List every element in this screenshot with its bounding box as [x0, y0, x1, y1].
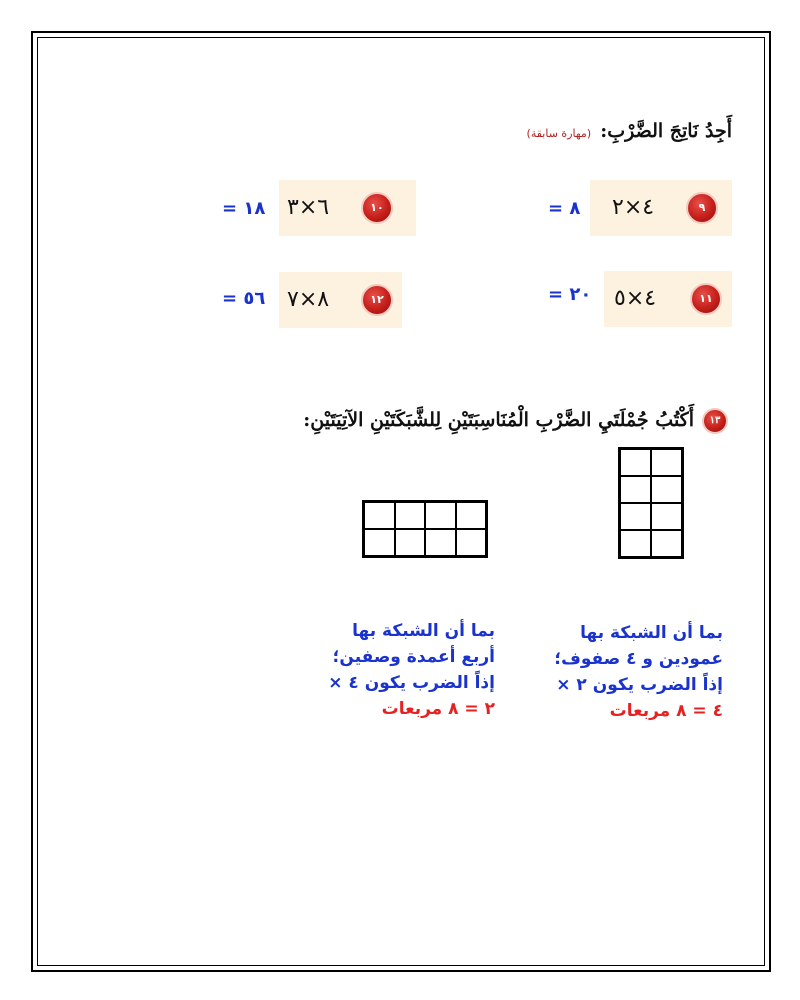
question-13-number-badge: ١٣: [702, 408, 728, 434]
grid-cell: [651, 530, 682, 557]
problem-10-box: [279, 180, 416, 236]
explanation-left-line-3: إذاً الضرب يكون ٤ ×: [328, 673, 495, 693]
problem-9-number-badge: ٩: [686, 192, 718, 224]
problem-12-box: [279, 272, 402, 328]
section-header: [527, 120, 732, 142]
problem-10-answer: ١٨ =: [222, 198, 266, 219]
grid-2-columns-4-rows: [618, 447, 684, 559]
problem-11-box: [604, 271, 732, 327]
problem-12-number-badge: ١٢: [361, 284, 393, 316]
problem-12-answer: ٥٦ =: [222, 288, 266, 309]
explanation-right-line-3: إذاً الضرب يكون ٢ ×: [556, 675, 723, 695]
grid-cell: [395, 502, 426, 529]
problem-11-expression: ٤×٥: [614, 286, 657, 311]
explanation-right-line-2: عمودين و ٤ صفوف؛: [554, 649, 723, 669]
explanation-left-result: ٢ = ٨ مربعات: [381, 699, 495, 719]
problem-9-expression: ٤×٢: [612, 195, 655, 220]
grid-cell: [651, 449, 682, 476]
grid-cell: [620, 476, 651, 503]
question-13-text: أَكْتُبُ جُمْلَتَيِ الضَّرْبِ الْمُنَاسِبَتَيْنِ لِلشَّبَكَتَيْنِ الآتِيَتَيْنِ:: [303, 409, 694, 431]
grid-cell: [651, 476, 682, 503]
explanation-right-line-1: بما أن الشبكة بها: [580, 623, 723, 643]
grid-4-columns-2-rows: [362, 500, 488, 558]
grid-cell: [651, 503, 682, 530]
problem-11-number-badge: ١١: [690, 283, 722, 315]
grid-cell: [425, 502, 456, 529]
explanation-right-result: ٤ = ٨ مربعات: [609, 701, 723, 721]
grid-cell: [620, 449, 651, 476]
problem-10-number-badge: ١٠: [361, 192, 393, 224]
explanation-left-line-2: أربع أعمدة وصفين؛: [332, 647, 495, 667]
problem-10-expression: ٦×٣: [287, 195, 330, 220]
grid-cell: [395, 529, 426, 556]
explanation-left-line-1: بما أن الشبكة بها: [352, 621, 495, 641]
section-note: (مهارة سابقة): [526, 127, 592, 140]
explanation-right: [554, 620, 723, 724]
grid-cell: [620, 503, 651, 530]
problem-11-answer: ٢٠ =: [548, 284, 592, 305]
grid-cell: [364, 529, 395, 556]
explanation-left: [328, 618, 495, 722]
grid-cell: [364, 502, 395, 529]
grid-cell: [456, 529, 487, 556]
problem-9-box: [590, 180, 732, 236]
problem-12-expression: ٨×٧: [287, 287, 330, 312]
section-title: أَجِدُ نَاتِجَ الضَّرْبِ:: [600, 120, 732, 142]
problem-9-answer: ٨ =: [548, 198, 581, 219]
grid-cell: [425, 529, 456, 556]
grid-cell: [620, 530, 651, 557]
grid-cell: [456, 502, 487, 529]
question-13: [303, 408, 728, 434]
